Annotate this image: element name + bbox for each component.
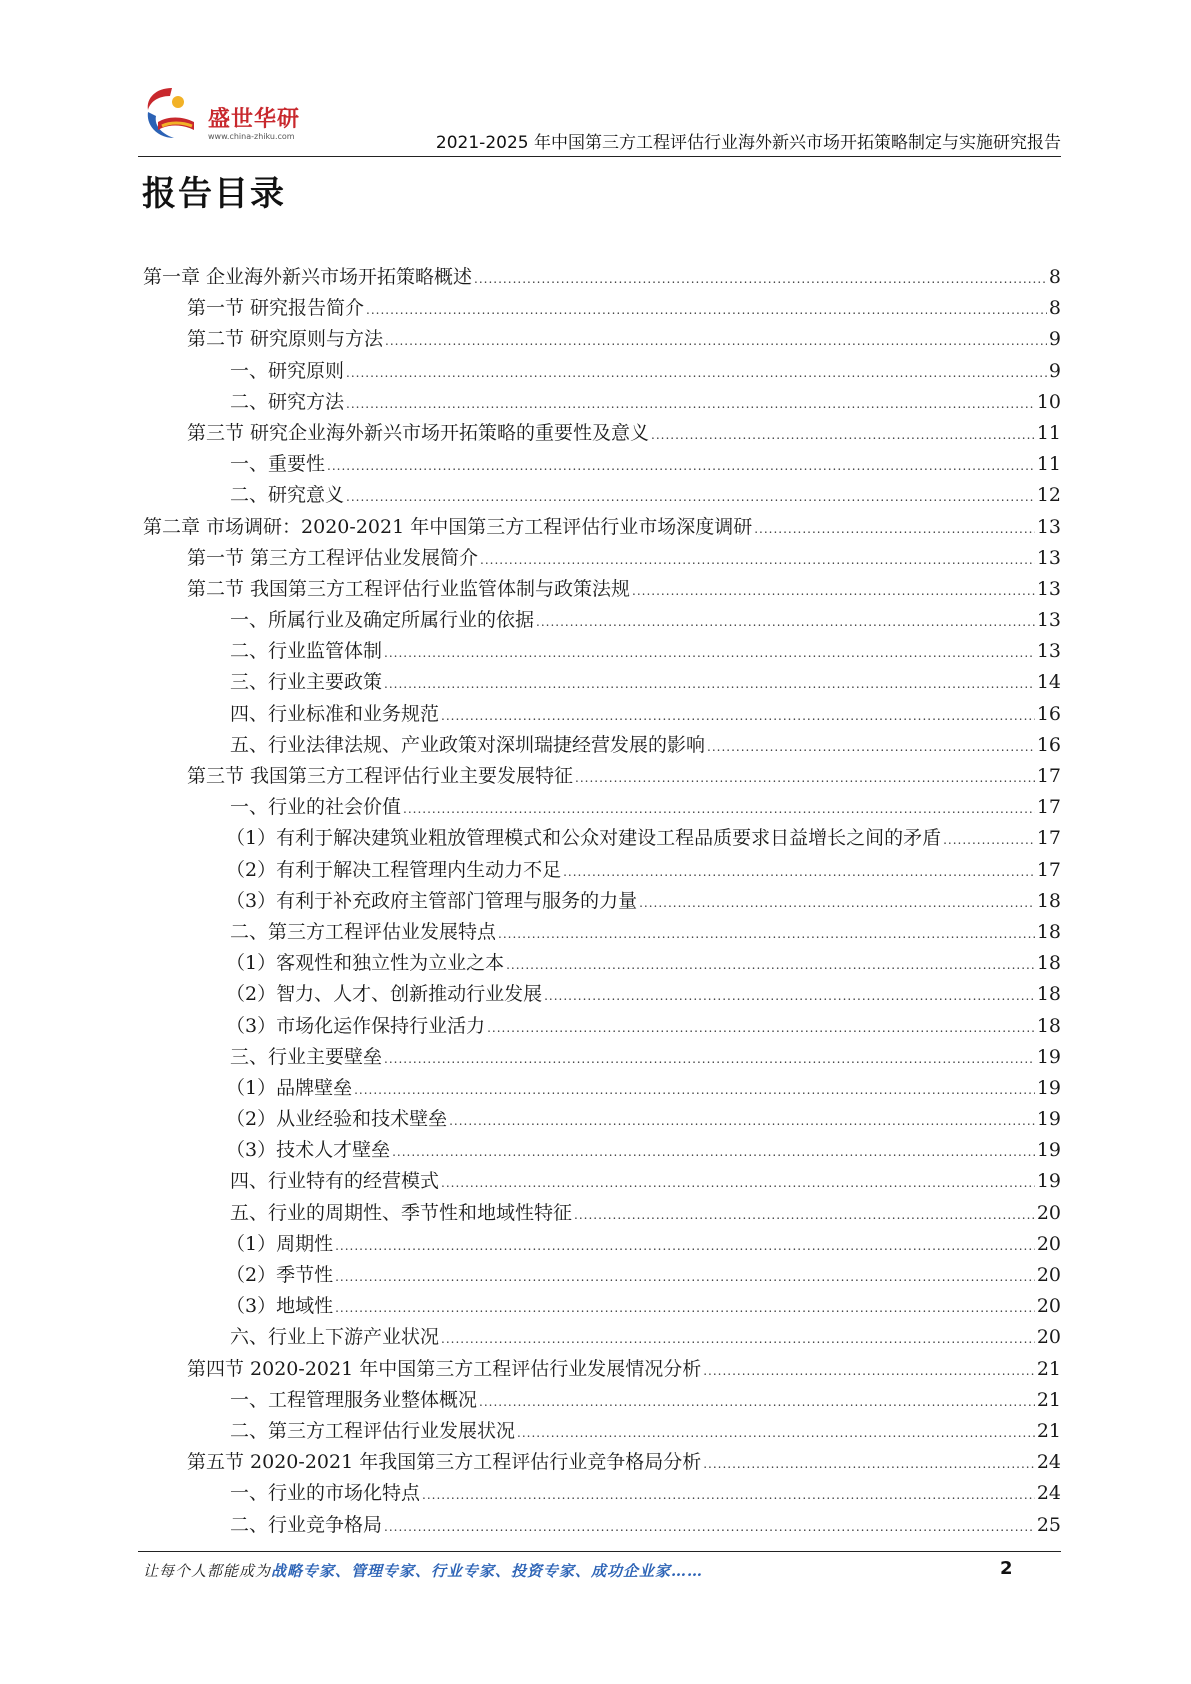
slogan-highlight: 战略专家、管理专家、行业专家、投资专家、成功企业家……: [271, 1562, 704, 1580]
toc-entry-page: 18: [1036, 889, 1061, 912]
toc-dot-leader: [354, 1075, 1035, 1106]
toc-entry-page: 20: [1036, 1326, 1061, 1349]
toc-entry-title: 第三节 我国第三方工程评估行业主要发展特征: [187, 765, 574, 787]
footer-divider: [138, 1551, 1061, 1552]
toc-entry-page: 8: [1048, 266, 1061, 288]
logo-url: www.china-zhiku.com: [208, 132, 295, 141]
toc-dot-leader: [480, 545, 1035, 576]
logo-name: 盛世华研: [208, 107, 301, 132]
table-of-contents: [143, 262, 1061, 1541]
toc-dot-leader: [335, 1293, 1035, 1324]
toc-entry-title: （2）从业经验和技术壁垒: [226, 1108, 448, 1131]
toc-dot-leader: [754, 514, 1035, 545]
toc-dot-leader: [498, 919, 1035, 950]
toc-entry-page: 13: [1036, 546, 1061, 569]
toc-entry-page: 17: [1036, 765, 1061, 787]
toc-dot-leader: [392, 1137, 1035, 1168]
toc-entry-title: 三、行业主要壁垒: [230, 1045, 383, 1068]
toc-entry[interactable]: [143, 1042, 1061, 1073]
toc-entry[interactable]: [143, 605, 1061, 636]
toc-entry[interactable]: [143, 512, 1061, 543]
toc-dot-leader: [385, 326, 1047, 357]
toc-entry[interactable]: [143, 823, 1061, 854]
toc-entry-title: 第一节 研究报告简介: [187, 297, 365, 320]
toc-dot-leader: [474, 264, 1047, 295]
toc-entry-page: 16: [1036, 702, 1061, 725]
toc-dot-leader: [346, 389, 1035, 420]
toc-dot-leader: [574, 1200, 1035, 1231]
toc-dot-leader: [327, 451, 1035, 482]
toc-entry[interactable]: [143, 1322, 1061, 1353]
toc-entry-title: 四、行业特有的经营模式: [230, 1170, 440, 1193]
toc-dot-leader: [943, 825, 1035, 856]
toc-dot-leader: [575, 763, 1035, 794]
toc-entry[interactable]: [143, 699, 1061, 730]
toc-dot-leader: [487, 1013, 1035, 1044]
toc-entry[interactable]: [143, 1104, 1061, 1135]
toc-entry-title: 三、行业主要政策: [230, 671, 383, 694]
toc-entry-page: 13: [1036, 515, 1061, 538]
page-number: 2: [1000, 1558, 1013, 1579]
toc-entry-title: （1）周期性: [226, 1232, 334, 1255]
toc-entry-page: 13: [1036, 609, 1061, 632]
toc-entry-page: 12: [1036, 484, 1061, 507]
toc-entry[interactable]: [143, 1354, 1061, 1385]
toc-entry-title: 六、行业上下游产业状况: [230, 1326, 440, 1349]
toc-entry-page: 21: [1036, 1419, 1061, 1442]
toc-entry-title: 五、行业法律法规、产业政策对深圳瑞捷经营发展的影响: [230, 733, 706, 756]
toc-entry-title: 一、重要性: [230, 453, 326, 476]
toc-entry-page: 10: [1036, 390, 1061, 413]
toc-entry-page: 18: [1036, 920, 1061, 943]
toc-entry[interactable]: [143, 543, 1061, 574]
toc-entry-title: （2）有利于解决工程管理内生动力不足: [226, 858, 562, 881]
toc-entry-title: 二、研究方法: [230, 390, 345, 413]
report-title: 2021-2025 年中国第三方工程评估行业海外新兴市场开拓策略制定与实施研究报告: [435, 133, 1061, 153]
toc-entry-page: 17: [1036, 796, 1061, 819]
toc-entry[interactable]: [143, 761, 1061, 792]
toc-entry[interactable]: [143, 449, 1061, 480]
toc-entry-page: 19: [1036, 1170, 1061, 1193]
toc-entry-page: 19: [1036, 1045, 1061, 1068]
company-logo: [138, 82, 318, 146]
toc-entry[interactable]: [143, 667, 1061, 698]
toc-entry-title: 二、行业竞争格局: [230, 1513, 383, 1536]
toc-entry-title: 一、行业的社会价值: [230, 796, 402, 819]
toc-entry-title: 二、行业监管体制: [230, 640, 383, 663]
toc-entry-page: 20: [1036, 1201, 1061, 1224]
toc-entry-page: 17: [1036, 827, 1061, 850]
toc-dot-leader: [384, 669, 1035, 700]
toc-entry-title: 第一节 第三方工程评估业发展简介: [187, 546, 479, 569]
toc-entry[interactable]: [143, 1385, 1061, 1416]
toc-entry-title: （2）智力、人才、创新推动行业发展: [226, 983, 543, 1006]
toc-dot-leader: [384, 1512, 1035, 1543]
toc-dot-leader: [639, 888, 1035, 919]
toc-entry-page: 8: [1048, 297, 1061, 320]
toc-entry[interactable]: [143, 917, 1061, 948]
toc-entry-title: 一、所属行业及确定所属行业的依据: [230, 609, 535, 632]
toc-entry-page: 25: [1036, 1513, 1061, 1536]
toc-entry-title: 一、研究原则: [230, 359, 345, 382]
toc-entry-title: 第一章 企业海外新兴市场开拓策略概述: [143, 266, 473, 288]
toc-entry-title: 第二节 我国第三方工程评估行业监管体制与政策法规: [187, 577, 631, 600]
toc-entry[interactable]: [143, 636, 1061, 667]
toc-entry-page: 20: [1036, 1232, 1061, 1255]
toc-entry-page: 11: [1036, 421, 1061, 444]
toc-entry-title: 二、第三方工程评估业发展特点: [230, 920, 497, 943]
toc-dot-leader: [449, 1106, 1035, 1137]
toc-entry-title: 一、行业的市场化特点: [230, 1482, 421, 1505]
logo-book-icon: [138, 82, 210, 146]
toc-entry-title: （3）技术人才壁垒: [226, 1139, 391, 1162]
toc-dot-leader: [441, 701, 1035, 732]
toc-entry-page: 19: [1036, 1139, 1061, 1162]
toc-entry-title: （3）有利于补充政府主管部门管理与服务的力量: [226, 889, 638, 912]
toc-entry[interactable]: [143, 293, 1061, 324]
toc-entry[interactable]: [143, 730, 1061, 761]
toc-entry-page: 20: [1036, 1264, 1061, 1286]
toc-entry-title: （3）地域性: [226, 1295, 334, 1318]
toc-dot-leader: [536, 607, 1035, 638]
toc-entry-page: 9: [1048, 328, 1061, 351]
toc-entry[interactable]: [143, 1229, 1061, 1260]
toc-entry[interactable]: [143, 1166, 1061, 1197]
toc-entry[interactable]: [143, 262, 1061, 293]
toc-entry[interactable]: [143, 948, 1061, 979]
toc-entry[interactable]: [143, 1447, 1061, 1478]
toc-entry[interactable]: [143, 1291, 1061, 1322]
toc-entry-title: 五、行业的周期性、季节性和地域性特征: [230, 1201, 573, 1224]
toc-dot-leader: [441, 1168, 1035, 1199]
toc-dot-leader: [403, 794, 1035, 825]
toc-entry[interactable]: [143, 356, 1061, 387]
toc-entry-page: 19: [1036, 1108, 1061, 1131]
toc-entry-page: 24: [1036, 1451, 1061, 1474]
slogan-prefix: 让每个人都能成为: [143, 1562, 272, 1580]
toc-entry[interactable]: [143, 1478, 1061, 1509]
toc-entry[interactable]: [143, 1510, 1061, 1541]
toc-entry[interactable]: [143, 1073, 1061, 1104]
toc-dot-leader: [346, 482, 1035, 513]
toc-entry[interactable]: [143, 1135, 1061, 1166]
toc-entry-page: 19: [1036, 1076, 1061, 1099]
toc-entry[interactable]: [143, 1198, 1061, 1229]
toc-entry-title: 第二节 研究原则与方法: [187, 328, 384, 351]
page-header: [138, 78, 1061, 156]
toc-dot-leader: [506, 950, 1035, 981]
toc-entry-title: 第五节 2020-2021 年我国第三方工程评估行业竞争格局分析: [187, 1451, 702, 1474]
toc-entry[interactable]: [143, 1011, 1061, 1042]
toc-entry-title: （1）客观性和独立性为立业之本: [226, 952, 505, 975]
toc-dot-leader: [563, 857, 1035, 888]
toc-entry-page: 13: [1036, 640, 1061, 663]
toc-dot-leader: [632, 576, 1035, 607]
toc-dot-leader: [651, 420, 1035, 451]
toc-entry-page: 18: [1036, 952, 1061, 975]
page-title: 报告目录: [142, 174, 286, 214]
toc-dot-leader: [441, 1324, 1035, 1355]
toc-entry-page: 17: [1036, 858, 1061, 881]
toc-dot-leader: [366, 295, 1047, 326]
toc-entry-page: 18: [1036, 983, 1061, 1006]
toc-entry[interactable]: [143, 418, 1061, 449]
toc-entry[interactable]: [143, 574, 1061, 605]
header-divider: [138, 156, 1061, 157]
toc-entry[interactable]: [143, 792, 1061, 823]
toc-dot-leader: [346, 358, 1047, 389]
toc-entry-page: 16: [1036, 733, 1061, 756]
toc-entry-title: 一、工程管理服务业整体概况: [230, 1388, 478, 1411]
toc-entry-page: 21: [1036, 1388, 1061, 1411]
toc-dot-leader: [479, 1387, 1035, 1418]
toc-entry-page: 13: [1036, 577, 1061, 600]
toc-entry[interactable]: [143, 979, 1061, 1010]
toc-dot-leader: [335, 1231, 1035, 1262]
toc-entry[interactable]: [143, 324, 1061, 355]
toc-entry-title: （1）品牌壁垒: [226, 1076, 353, 1099]
toc-entry-page: 20: [1036, 1295, 1061, 1318]
toc-dot-leader: [422, 1480, 1035, 1511]
toc-entry-title: 第二章 市场调研：2020-2021 年中国第三方工程评估行业市场深度调研: [143, 515, 753, 538]
toc-entry-title: 四、行业标准和业务规范: [230, 702, 440, 725]
toc-dot-leader: [384, 638, 1035, 669]
toc-entry-page: 9: [1048, 359, 1061, 382]
toc-entry[interactable]: [143, 480, 1061, 511]
toc-entry-title: （1）有利于解决建筑业粗放管理模式和公众对建设工程品质要求日益增长之间的矛盾: [226, 827, 942, 850]
toc-entry-title: （3）市场化运作保持行业活力: [226, 1014, 486, 1037]
toc-dot-leader: [703, 1356, 1035, 1387]
toc-entry-title: 第三节 研究企业海外新兴市场开拓策略的重要性及意义: [187, 421, 650, 444]
footer-slogan: [143, 1560, 703, 1581]
toc-dot-leader: [707, 732, 1035, 763]
toc-entry-page: 18: [1036, 1014, 1061, 1037]
toc-entry[interactable]: [143, 387, 1061, 418]
toc-dot-leader: [703, 1449, 1035, 1480]
toc-entry-page: 14: [1036, 671, 1061, 694]
toc-dot-leader: [384, 1044, 1035, 1075]
toc-entry-title: 二、研究意义: [230, 484, 345, 507]
toc-entry[interactable]: [143, 886, 1061, 917]
toc-dot-leader: [544, 981, 1035, 1012]
toc-dot-leader: [335, 1262, 1035, 1293]
toc-entry[interactable]: [143, 855, 1061, 886]
toc-entry[interactable]: [143, 1260, 1061, 1291]
toc-entry-page: 11: [1036, 453, 1061, 476]
toc-entry[interactable]: [143, 1416, 1061, 1447]
toc-entry-title: 第四节 2020-2021 年中国第三方工程评估行业发展情况分析: [187, 1357, 702, 1380]
toc-entry-page: 21: [1036, 1357, 1061, 1380]
toc-dot-leader: [517, 1418, 1035, 1449]
toc-entry-title: 二、第三方工程评估行业发展状况: [230, 1419, 516, 1442]
toc-entry-page: 24: [1036, 1482, 1061, 1505]
toc-entry-title: （2）季节性: [226, 1264, 334, 1286]
